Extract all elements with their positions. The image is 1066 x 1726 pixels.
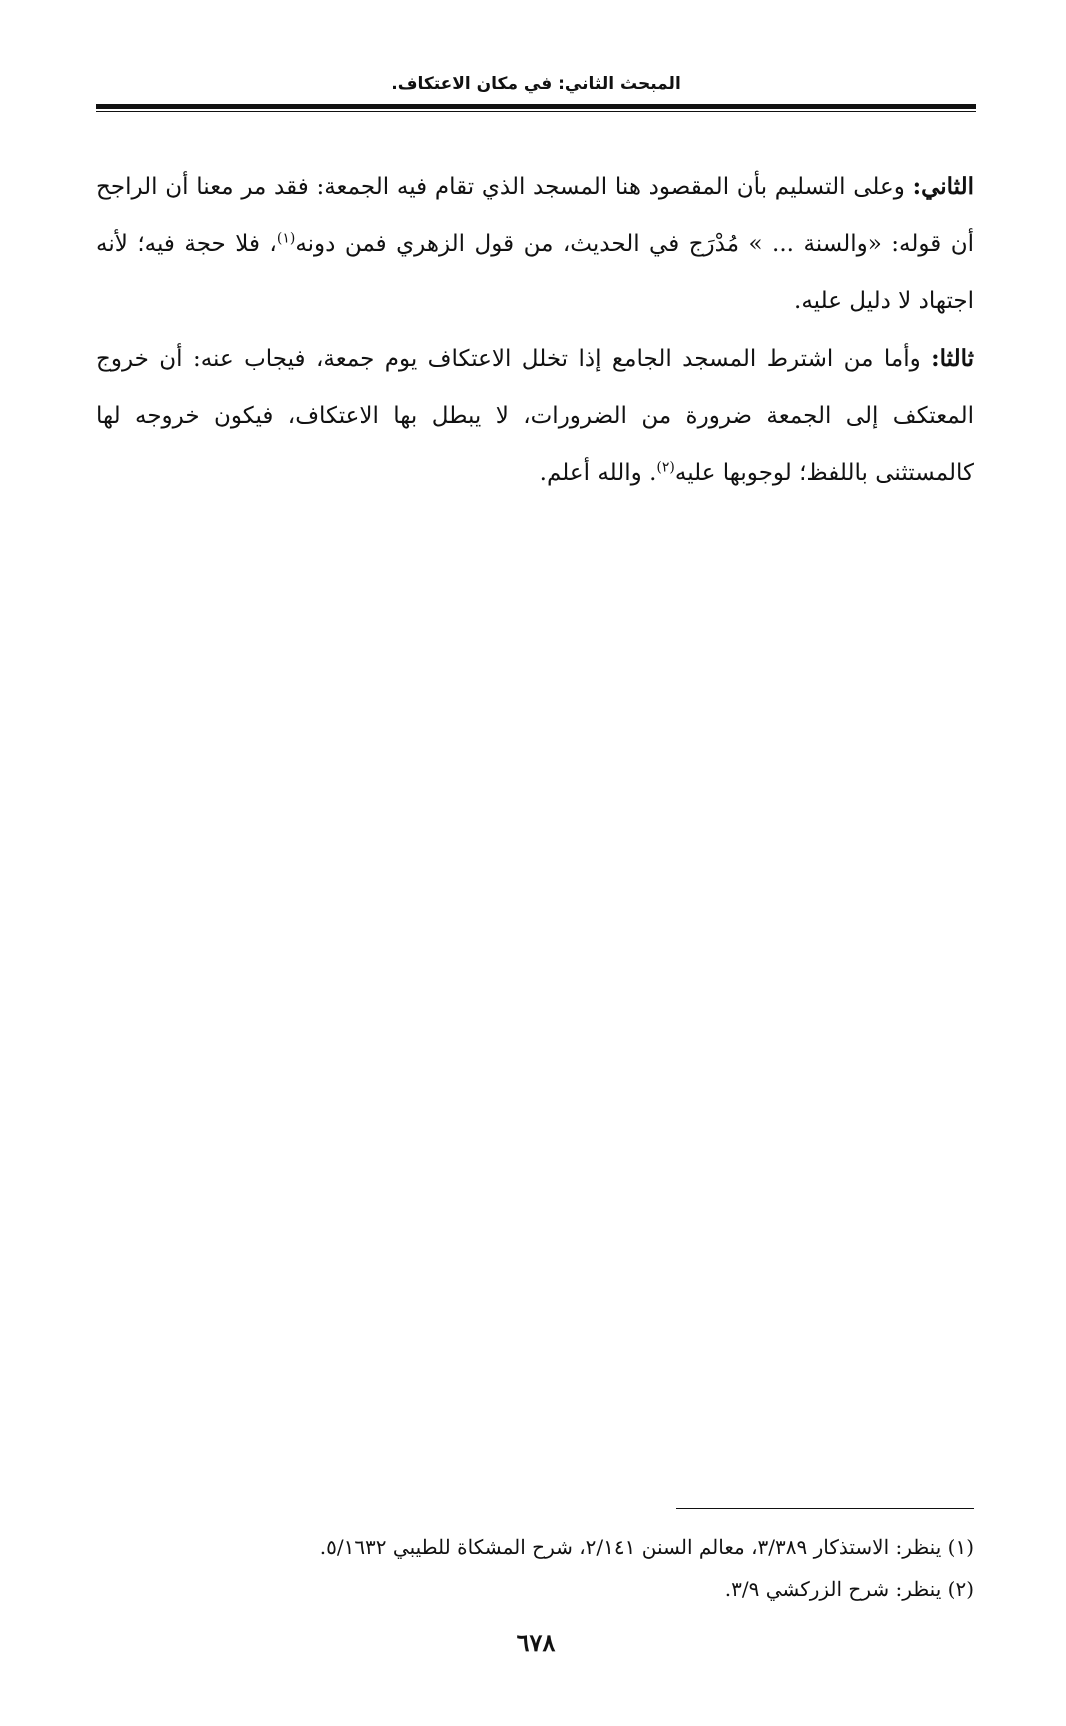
- footnote-1: (١) ينظر: الاستذكار ٣/٣٨٩، معالم السنن ٢/١٤١، شرح المشكاة للطيبي ٥/١٦٣٢.: [319, 1535, 974, 1559]
- paragraph-text: ، فلا حجة فيه؛ لأنه اجتهاد لا دليل عليه.: [96, 231, 974, 314]
- footnote-2: (٢) ينظر: شرح الزركشي ٣/٩.: [724, 1577, 974, 1601]
- paragraph-text: وأما من اشترط المسجد الجامع إذا تخلل الاعتكاف يوم جمعة، فيجاب عنه: أن خروج المعتكف إلى الجمعة ضرورة من الضرورات، لا يبطل بها الاعتكاف، فيكون خروجه لها كالمستثنى باللفظ؛ لوجوبها عليه: [96, 346, 974, 486]
- running-header: المبحث الثاني: في مكان الاعتكاف.: [391, 74, 681, 94]
- footnote-reference: (٢): [656, 459, 675, 476]
- paragraph-lead: ثالثا:: [931, 345, 974, 372]
- footnotes: [96, 1526, 974, 1610]
- paragraph-second-point: [96, 158, 974, 330]
- page-number: ٦٧٨: [516, 1628, 556, 1657]
- body-text: [96, 158, 974, 502]
- paragraph-lead: الثاني:: [912, 173, 974, 200]
- header-rule-thick: [96, 104, 976, 109]
- header-rule-thin: [96, 111, 976, 112]
- paragraph-text: . والله أعلم.: [539, 460, 657, 486]
- footnote-separator: [676, 1508, 974, 1509]
- footnote-reference: (١): [276, 230, 296, 247]
- paragraph-text: وعلى التسليم بأن المقصود هنا المسجد الذي تقام فيه الجمعة: فقد مر معنا أن الراجح أن قوله: «والسنة ... » مُدْرَج في الحديث، من قول الزهري فمن دونه: [96, 174, 974, 257]
- paragraph-third-point: [96, 330, 974, 502]
